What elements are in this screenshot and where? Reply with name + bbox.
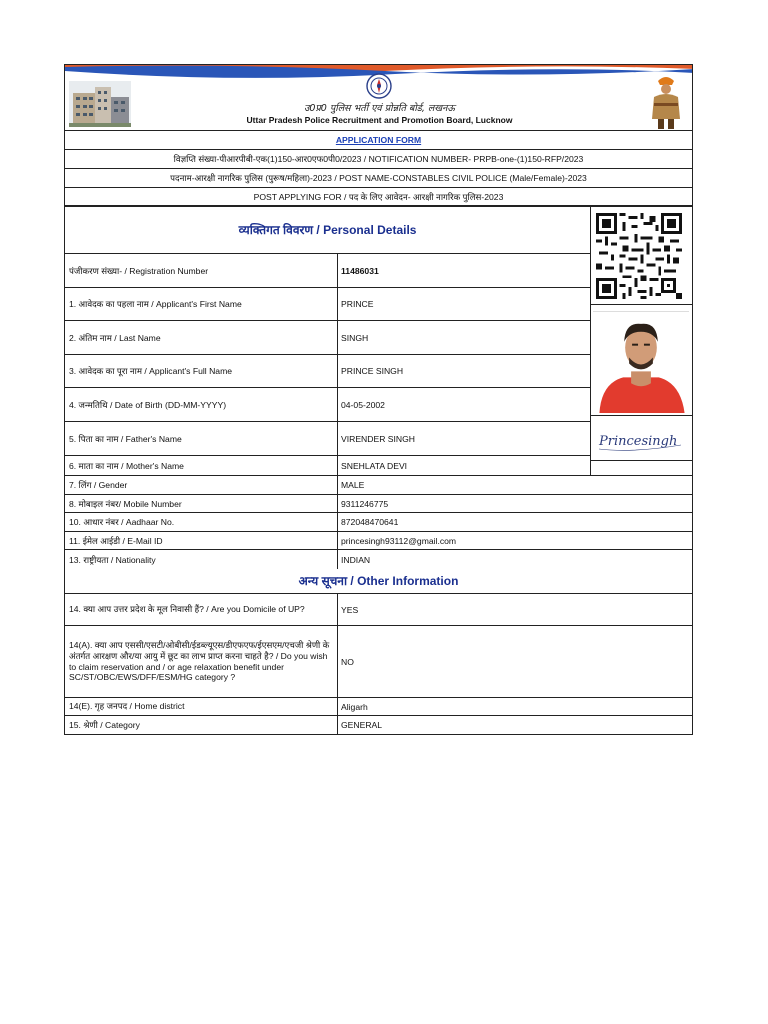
field-value: PRINCE SINGH xyxy=(341,366,404,376)
field-label: 2. अंतिम नाम / Last Name xyxy=(65,321,338,354)
police-officer-illustration xyxy=(646,73,686,129)
field-label: 1. आवेदक का पहला नाम / Applicant's First Name xyxy=(65,288,338,320)
post-name: पदनाम-आरक्षी नागरिक पुलिस (पुरूष/महिला)-2023 / POST NAME-CONSTABLES CIVIL POLICE (Male/Female)-2023 xyxy=(65,169,692,188)
field-value: NO xyxy=(341,656,354,667)
table-row xyxy=(65,476,692,495)
field-label: 6. माता का नाम / Mother's Name xyxy=(65,456,338,475)
field-label: 4. जन्मतिथि / Date of Birth (DD-MM-YYYY) xyxy=(65,388,338,421)
table-row xyxy=(65,288,590,321)
table-row xyxy=(65,254,590,288)
field-value: 04-05-2002 xyxy=(341,399,385,410)
org-name-english: Uttar Pradesh Police Recruitment and Promotion Board, Lucknow xyxy=(246,115,513,125)
table-row xyxy=(65,626,692,698)
table-row xyxy=(65,698,692,716)
field-value: SNEHLATA DEVI xyxy=(341,460,408,471)
table-row xyxy=(65,388,590,422)
applicant-photo xyxy=(593,311,689,413)
field-value: 11486031 xyxy=(341,265,379,276)
qr-code xyxy=(596,213,682,299)
field-label: 14(E). गृह जनपद / Home district xyxy=(65,698,338,715)
table-row xyxy=(65,594,692,626)
field-value: GENERAL xyxy=(341,720,383,730)
table-row xyxy=(65,513,692,532)
field-label: 7. लिंग / Gender xyxy=(65,476,338,494)
field-label: 14. क्या आप उत्तर प्रदेश के मूल निवासी हैं? / Are you Domicile of UP? xyxy=(65,594,338,625)
field-label: 3. आवेदक का पूरा नाम / Applicant's Full Name xyxy=(65,355,338,387)
table-row xyxy=(65,321,590,355)
applicant-signature xyxy=(593,419,689,457)
header-banner xyxy=(65,65,692,131)
photo-column xyxy=(591,207,692,475)
personal-details-block xyxy=(65,207,692,476)
table-row xyxy=(65,716,692,734)
application-form xyxy=(64,64,693,735)
field-value: VIRENDER SINGH xyxy=(341,433,416,444)
field-label: 5. पिता का नाम / Father's Name xyxy=(65,422,338,455)
field-label: 8. मोबाइल नंबर/ Mobile Number xyxy=(65,495,338,512)
post-applying-for: POST APPLYING FOR / पद के लिए आवेदन- आरक्षी नागरिक पुलिस-2023 xyxy=(65,188,692,207)
field-label: पंजीकरण संख्या- / Registration Number xyxy=(65,254,338,287)
notification-number: विज्ञप्ति संख्या-पीआरपीबी-एक(1)150-आर0एफ0पी0/2023 / NOTIFICATION NUMBER- PRPB-one-(1)150-RFP/2023 xyxy=(65,150,692,169)
other-information-heading: अन्य सूचना / Other Information xyxy=(65,569,692,594)
personal-details-heading: व्यक्तिगत विवरण / Personal Details xyxy=(65,207,590,254)
table-row xyxy=(65,422,590,456)
field-value: 9311246775 xyxy=(341,498,389,509)
field-label: 13. राष्ट्रीयता / Nationality xyxy=(65,550,338,569)
form-title: APPLICATION FORM xyxy=(65,131,692,150)
table-row xyxy=(65,456,590,475)
svg-text:Princesingh: Princesingh xyxy=(599,434,678,449)
field-value: 872048470641 xyxy=(341,517,399,527)
field-value: princesingh93112@gmail.com xyxy=(341,535,457,546)
field-label: 14(A). क्या आप एससी/एसटी/ओबीसी/ईडब्ल्यूएस/डीएफएफ/ईएसएम/एचजी श्रेणी के अंतर्गत आरक्षण और/या आयु में छूट का लाभ प्राप्त करना चाहते है? / Do you wish to claim reservation and / or age relaxation benefit under SC/ST/OBC/EWS/DFF/ESM/HG category ? xyxy=(65,626,338,697)
up-police-emblem-icon xyxy=(366,73,392,99)
field-value: PRINCE xyxy=(341,299,374,309)
field-label: 10. आधार नंबर / Aadhaar No. xyxy=(65,513,338,531)
table-row xyxy=(65,550,692,569)
field-label: 11. ईमेल आईडी / E-Mail ID xyxy=(65,532,338,549)
field-value: MALE xyxy=(341,480,365,490)
field-value: Aligarh xyxy=(341,701,368,712)
field-value: SINGH xyxy=(341,332,369,343)
table-row xyxy=(65,532,692,550)
table-row xyxy=(65,495,692,513)
table-row xyxy=(65,355,590,388)
org-name-hindi: उ0प्र0 पुलिस भर्ती एवं प्रोन्नति बोर्ड, लखनऊ xyxy=(304,103,455,114)
field-value: INDIAN xyxy=(341,554,371,565)
field-label: 15. श्रेणी / Category xyxy=(65,716,338,734)
field-value: YES xyxy=(341,604,359,615)
